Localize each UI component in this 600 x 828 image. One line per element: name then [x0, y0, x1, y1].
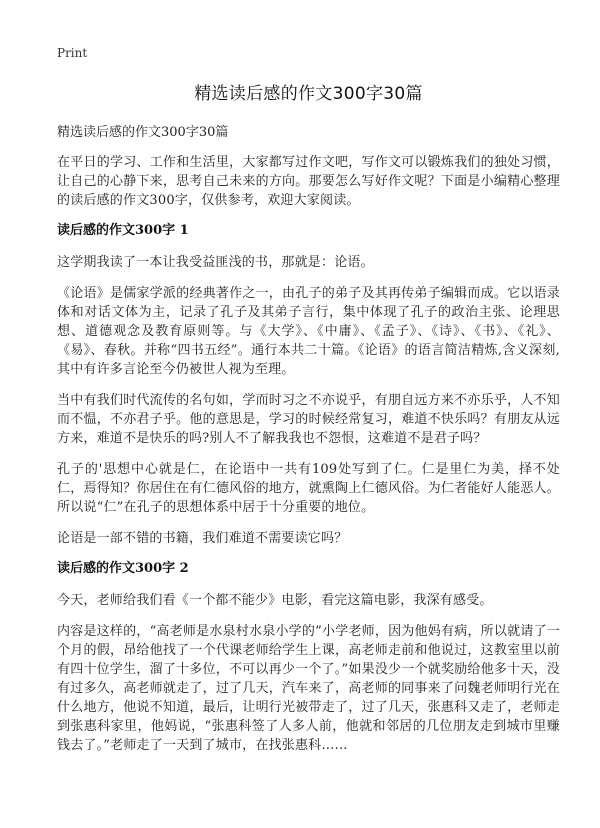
print-link[interactable]: Print	[57, 46, 88, 60]
article-subtitle: 精选读后感的作文300字30篇	[57, 125, 229, 140]
body-paragraph: 当中有我们时代流传的名句如，学而时习之不亦说乎，有朋自远方来不亦乐乎，人不知而不愠，不亦君子乎。他的意思是，学习的时候经常复习，难道不快乐吗？有朋友从远方来，难道不是快乐的吗?别人不了解我我也不怨恨，这难道不是君子吗？	[57, 393, 560, 446]
body-paragraph: 内容是这样的，“高老师是水泉村水泉小学的”小学老师，因为他妈有病，所以就请了一个月的假，昂给他找了一个代课老师给学生上课，高老师走前和他说过，这教室里以前有四十位学生，溜了十多位，不可以再少一个了。”如果没少一个就奖励给他多十天，没有过多久，高老师就走了，过了几天，汽车来了，高老师的同事来了问魏老师明行光在什么地方，他说不知道，最后，让明行光被带走了，过了几天，张惠科又走了，老师走到张惠科家里，他妈说，“张惠科签了人多人前，他就和邻居的几位朋友走到城市里赚钱去了。”老师走了一天到了城市，在找张惠科……	[57, 624, 560, 753]
body-paragraph: 这学期我读了一本让我受益匪浅的书，那就是：论语。	[57, 255, 374, 270]
intro-paragraph: 在平日的学习、工作和生活里，大家都写过作文吧，写作文可以锻炼我们的独处习惯，让自己的心静下来，思考自己未来的方向。那要怎么写好作文呢？下面是小编精心整理的读后感的作文300字，仅供参考，欢迎大家阅读。	[57, 155, 560, 208]
body-paragraph: 孔子的'思想中心就是仁，在论语中一共有109处写到了仁。仁是里仁为美，择不处仁，焉得知？你居住在有仁德风俗的地方，就熏陶上仁德风俗。为仁者能好人能恶人。所以说“仁”在孔子的思想体系中居于十分重要的地位。	[57, 462, 560, 515]
body-paragraph: 《论语》是儒家学派的经典著作之一，由孔子的弟子及其再传弟子编辑而成。它以语录体和对话文体为主，记录了孔子及其弟子言行，集中体现了孔子的政治主张、论理思想、道德观念及教育原则等。与《大学》、《中庸》、《孟子》、《诗》、《书》、《礼》、《易》、春秋。并称“四书五经”。通行本共二十篇。《论语》的语言简洁精炼,含义深刻,其中有许多言论至今仍被世人视为至理。	[57, 286, 560, 377]
page-title: 精选读后感的作文300字30篇	[194, 84, 423, 104]
section-heading: 读后感的作文300字 2	[57, 561, 189, 576]
body-paragraph: 论语是一部不错的书籍，我们难道不需要读它吗？	[57, 531, 348, 546]
body-paragraph: 今天，老师给我们看《一个都不能少》电影，看完这篇电影，我深有感受。	[57, 593, 493, 608]
section-heading: 读后感的作文300字 1	[57, 223, 189, 238]
